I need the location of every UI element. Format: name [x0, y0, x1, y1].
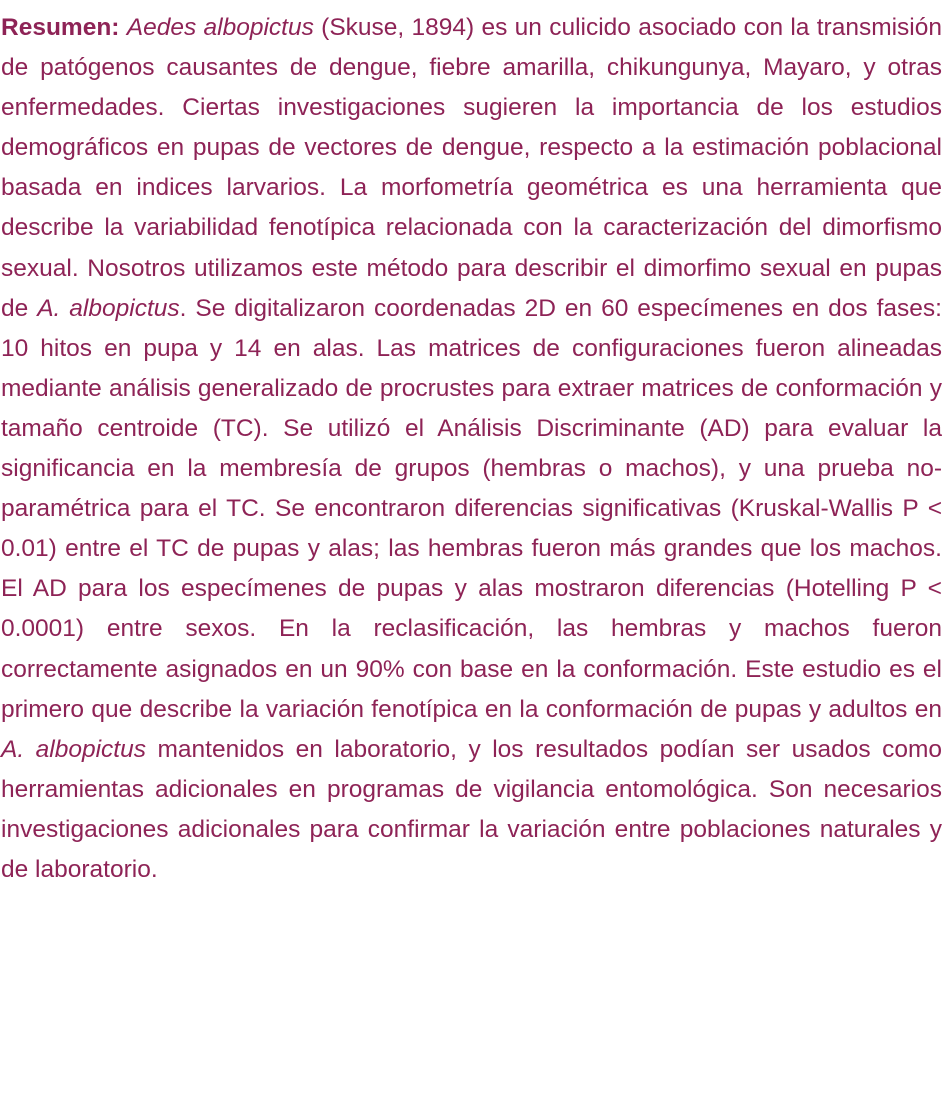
species-name: A. albopictus [1, 735, 146, 763]
abstract-paragraph [1, 8, 942, 890]
species-name: Aedes albopictus [126, 14, 314, 41]
species-name: A. albopictus [37, 294, 180, 322]
abstract-text: . Se digitalizaron coordenadas 2D en 60 especímenes en dos fases: 10 hitos en pupa y 14 en alas. Las matrices de configuraciones fueron alineadas mediante análisis generalizado de procrustes para extraer matrices de conformación y tamaño centroide (TC). Se utilizó el Análisis Discriminante (AD) para evaluar la significancia en la membresía de grupos (hembras o machos), y una prueba no-paramétrica para el TC. Se encontraron diferencias significativas (Kruskal-Wallis P < 0.01) entre el TC de pupas y alas; las hembras fueron más grandes que los machos. El AD para los especímenes de pupas y alas mostraron diferencias (Hotelling P < 0.0001) entre sexos. En la reclasificación, las hembras y machos fueron correctamente asignados en un 90% con base en la conformación. Este estudio es el primero que describe la variación fenotípica en la conformación de pupas y adultos en [1, 294, 942, 723]
abstract-text: (Skuse, 1894) es un culicido asociado con la transmisión de patógenos causantes de dengue, fiebre amarilla, chikungunya, Mayaro, y otras enfermedades. Ciertas investigaciones sugieren la importancia de los estudios demográficos en pupas de vectores de dengue, respecto a la estimación poblacional basada en indices larvarios. La morfometría geométrica es una herramienta que describe la variabilidad fenotípica relacionada con la caracterización del dimorfismo sexual. Nosotros utilizamos este método para describir el dimorfimo sexual en pupas de [1, 14, 942, 322]
abstract-label: Resumen: [1, 14, 120, 41]
abstract-text: mantenidos en laboratorio, y los resultados podían ser usados como herramientas adicionales en programas de vigilancia entomológica. Son necesarios investigaciones adicionales para confirmar la variación entre poblaciones naturales y de laboratorio. [1, 735, 943, 883]
